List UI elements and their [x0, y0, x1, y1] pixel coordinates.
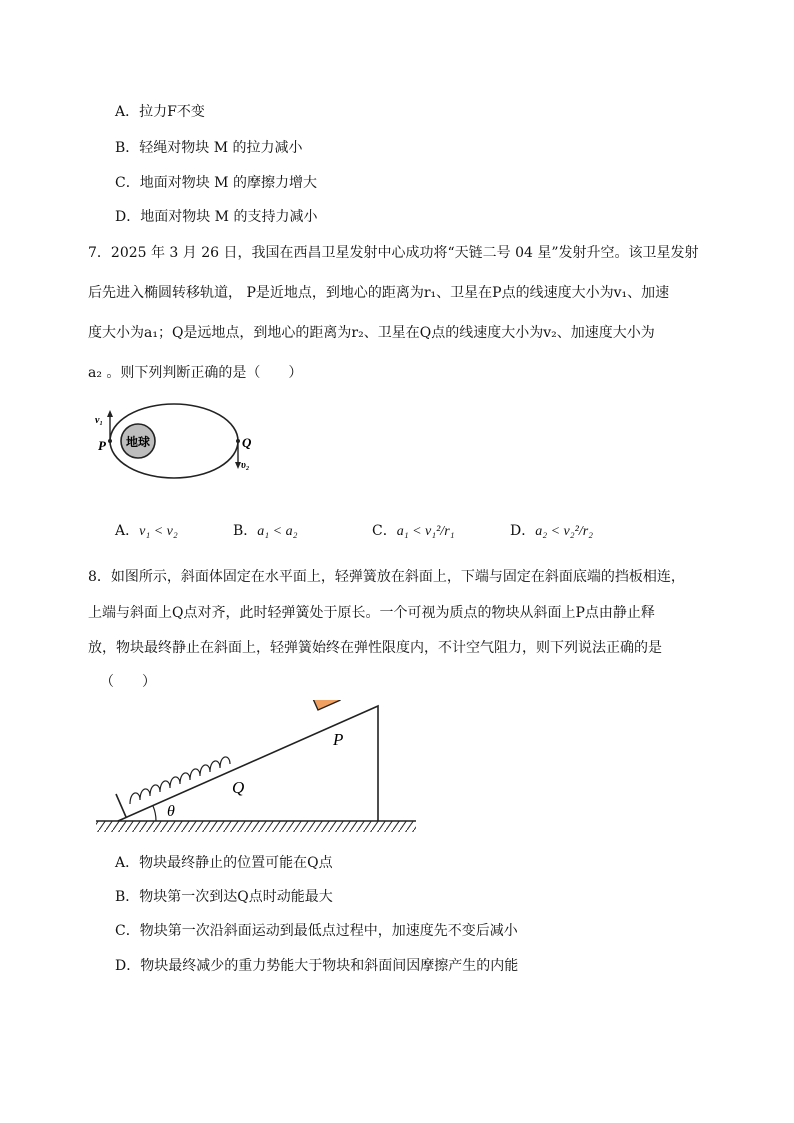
option-label: A．	[115, 104, 140, 120]
option-label: C．	[115, 175, 140, 191]
bottom-baffle	[116, 794, 126, 817]
q8-stem-line-3: 放，物块最终静止在斜面上，轻弹簧始终在弹性限度内，不计空气阻力，则下列说法正确的是	[88, 640, 662, 656]
q6-option-b	[115, 137, 303, 157]
ground-hatch	[96, 821, 416, 832]
spring	[130, 757, 230, 804]
q6-option-d	[115, 206, 317, 226]
q7-option-c	[372, 520, 455, 540]
option-text: a₂ < v₂²/r₂	[535, 524, 594, 539]
v1-label: v₁	[95, 415, 103, 426]
option-label: C．	[372, 523, 397, 539]
option-label: D．	[510, 523, 536, 539]
q6-option-c	[115, 172, 317, 192]
option-text: 物块第一次沿斜面运动到最低点过程中，加速度先不变后减小	[139, 923, 518, 939]
q7-option-b	[233, 520, 297, 540]
q8-option-c	[115, 920, 518, 940]
incline-body	[118, 706, 378, 821]
option-label: B．	[115, 889, 140, 905]
option-text: 物块第一次到达Q点时动能最大	[139, 889, 333, 905]
option-label: D．	[115, 958, 141, 974]
option-text: v₁ < v₂	[139, 524, 178, 539]
q7-option-d	[510, 520, 593, 540]
option-text: 物块最终减少的重力势能大于物块和斜面间因摩擦产生的内能	[140, 958, 519, 974]
option-text: 物块最终静止的位置可能在Q点	[139, 855, 333, 871]
q-label: Q	[242, 435, 252, 450]
q8-option-d	[115, 955, 518, 975]
option-label: B．	[115, 140, 140, 156]
q6-option-a	[115, 101, 205, 121]
q-label: Q	[232, 778, 245, 797]
option-text: 地面对物块 M 的支持力减小	[140, 209, 318, 225]
q7-stem-line-1: 7．2025 年 3 月 26 日，我国在西昌卫星发射中心成功将“天链二号 04 星”发射升空。该卫星发射	[88, 245, 699, 261]
q7-stem-line-3: 度大小为a₁；Q是远地点，到地心的距离为r₂、卫星在Q点的线速度大小为v₂、加速度大小为	[88, 325, 655, 341]
option-text: 拉力F不变	[139, 104, 205, 120]
q8-incline-figure	[92, 700, 422, 842]
option-label: A．	[115, 523, 140, 539]
option-text: 地面对物块 M 的摩擦力增大	[139, 175, 317, 191]
q7-orbit-figure	[92, 400, 282, 480]
option-label: B．	[233, 523, 258, 539]
theta-label: θ	[167, 803, 175, 820]
earth-label: 地球	[126, 435, 151, 449]
v2-label: υ₂	[241, 460, 250, 471]
q8-stem-line-4: （ ）	[100, 674, 156, 690]
q7-stem-line-2: 后先进入椭圆转移轨道， P是近地点，到地心的距离为r₁、卫星在P点的线速度大小为v₁、加速	[88, 285, 670, 301]
v1-arrowhead	[107, 410, 113, 417]
q8-stem-line-2: 上端与斜面上Q点对齐，此时轻弹簧处于原长。一个可视为质点的物块从斜面上P点由静止释	[88, 605, 655, 621]
option-text: a₁ < a₂	[257, 524, 298, 539]
q8-stem-line-1: 8．如图所示，斜面体固定在水平面上，轻弹簧放在斜面上，下端与固定在斜面底端的挡板相连，	[88, 569, 685, 585]
option-label: C．	[115, 923, 140, 939]
option-text: a₁ < v₁²/r₁	[396, 524, 455, 539]
q7-option-a	[115, 520, 178, 540]
theta-arc	[153, 806, 156, 821]
option-label: A．	[115, 855, 140, 871]
p-label: P	[333, 730, 344, 749]
q8-option-b	[115, 886, 333, 906]
p-label: P	[98, 438, 106, 453]
option-text: 轻绳对物块 M 的拉力减小	[139, 140, 303, 156]
option-label: D．	[115, 209, 141, 225]
block	[309, 700, 340, 710]
q8-option-a	[115, 852, 333, 872]
q7-stem-line-4: a₂ 。则下列判断正确的是（ ）	[88, 365, 303, 381]
